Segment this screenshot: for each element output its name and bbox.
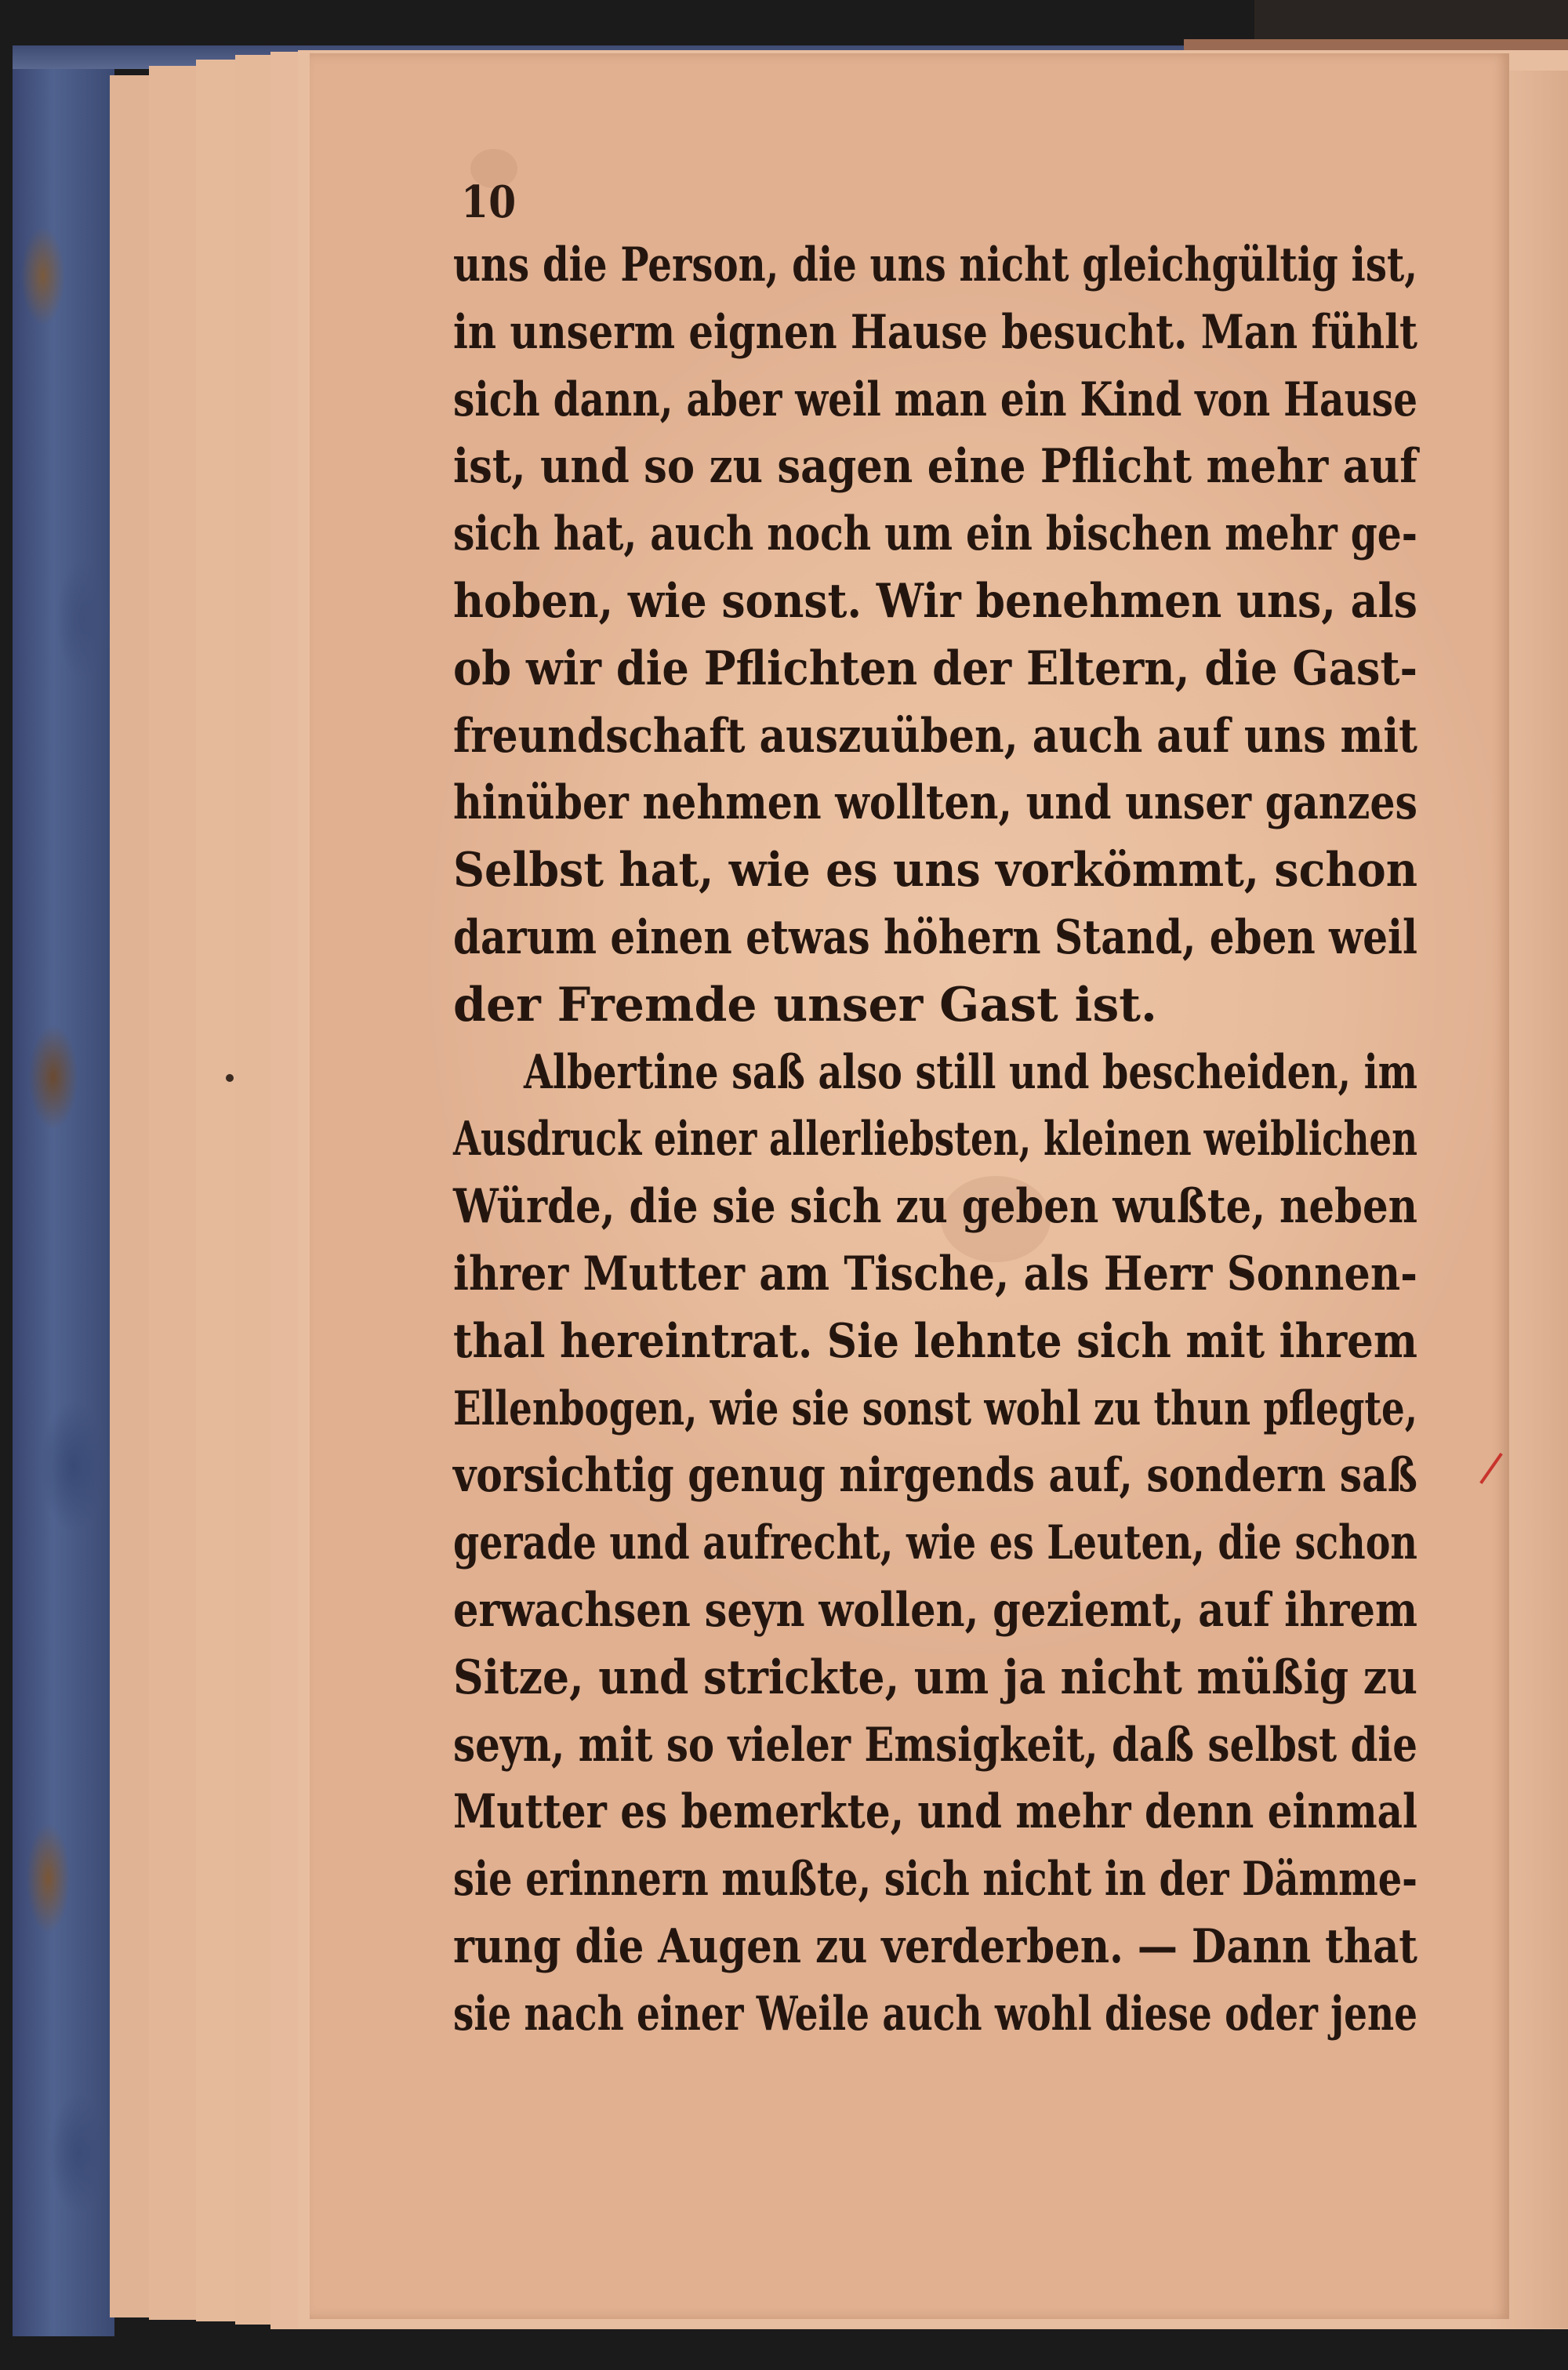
text-line: hinüber nehmen wollten, und unser ganzes bbox=[453, 775, 1417, 831]
marbled-endpaper bbox=[13, 47, 114, 2336]
text-line: ihrer Mutter am Tische, als Herr Sonnen- bbox=[453, 1246, 1417, 1301]
text-line: thal hereintrat. Sie lehnte sich mit ihrem bbox=[453, 1313, 1417, 1369]
text-line: erwachsen seyn wollen, geziemt, auf ihrem bbox=[453, 1582, 1417, 1638]
text-line: Selbst hat, wie es uns vorkömmt, schon bbox=[453, 843, 1417, 898]
margin-dot bbox=[226, 1074, 234, 1082]
text-line: in unserm eignen Hause besucht. Man fühlt bbox=[453, 304, 1417, 360]
text-line: rung die Augen zu verderben. — Dann that bbox=[453, 1918, 1417, 1974]
text-line: Albertine saß also still und bescheiden, im bbox=[524, 1044, 1417, 1100]
page-number: 10 bbox=[461, 176, 517, 228]
text-line: vorsichtig genug nirgends auf, sondern saß bbox=[453, 1448, 1417, 1504]
page-text bbox=[453, 232, 1417, 2049]
text-line: ob wir die Pflichten der Eltern, die Gast- bbox=[453, 641, 1417, 696]
text-line: sie erinnern mußte, sich nicht in der Dämme- bbox=[453, 1852, 1417, 1907]
text-line: der Fremde unser Gast ist. bbox=[453, 977, 1157, 1033]
text-line: sich hat, auch noch um ein bischen mehr ge- bbox=[453, 506, 1417, 562]
text-line: ist, und so zu sagen eine Pflicht mehr auf bbox=[453, 439, 1417, 495]
text-line: hoben, wie sonst. Wir benehmen uns, als bbox=[453, 573, 1417, 629]
text-line: darum einen etwas höhern Stand, eben weil bbox=[453, 909, 1417, 965]
text-line: Sitze, und strickte, um ja nicht müßig zu bbox=[453, 1650, 1417, 1705]
text-line: uns die Person, die uns nicht gleichgültig ist, bbox=[453, 238, 1417, 292]
text-line: Mutter es bemerkte, und mehr denn einmal bbox=[453, 1784, 1417, 1840]
text-line: freundschaft auszuüben, auch auf uns mit bbox=[453, 708, 1417, 764]
text-line: sich dann, aber weil man ein Kind von Hause bbox=[453, 372, 1417, 427]
text-line: Würde, die sie sich zu geben wußte, neben bbox=[453, 1179, 1417, 1235]
text-line: seyn, mit so vieler Emsigkeit, daß selbst die bbox=[453, 1717, 1417, 1773]
text-line: gerade und aufrecht, wie es Leuten, die schon bbox=[453, 1515, 1417, 1571]
text-line: sie nach einer Weile auch wohl diese oder jene bbox=[453, 1986, 1417, 2042]
text-line: Ellenbogen, wie sie sonst wohl zu thun pflegte, bbox=[453, 1381, 1417, 1436]
text-line: Ausdruck einer allerliebsten, kleinen weiblichen bbox=[453, 1112, 1417, 1167]
